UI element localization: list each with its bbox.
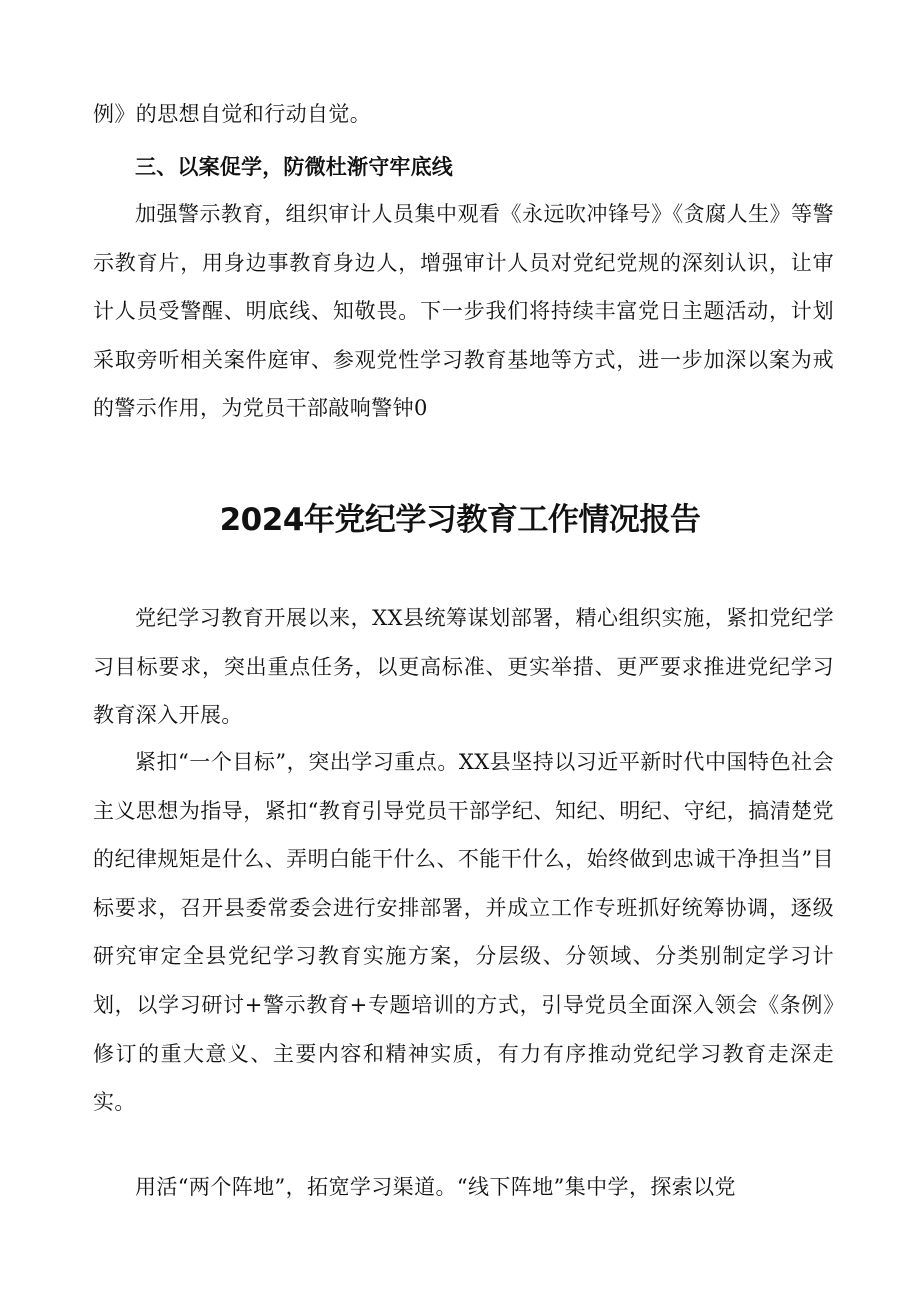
paragraph-one-goal: 紧扣“一个目标”，突出学习重点。XX县坚持以习近平新时代中国特色社会主义思想为指导，紧扣“教育引导党员干部学纪、知纪、明纪、守纪，搞清楚党的纪律规矩是什么、弄明白能干什么、不能干什么，始终做到忠诚干净担当”目标要求，召开县委常委会进行安排部署，并成立工作专班抓好统筹协调，逐级研究审定全县党纪学习教育实施方案，分层级、分领域、分类别制定学习计划，以学习研讨+警示教育+专题培训的方式，引导党员全面深入领会《条例》修订的重大意义、主要内容和精神实质，有力有序推动党纪学习教育走深走实。: [93, 750, 834, 1115]
report-title: 2024年党纪学习教育工作情况报告: [219, 502, 701, 538]
section-heading: 三、以案促学，防微杜渐守牢底线: [135, 155, 453, 179]
paragraph-intro: 党纪学习教育开展以来，XX县统筹谋划部署，精心组织实施，紧扣党纪学习目标要求，突出重点任务，以更高标准、更实举措、更严要求推进党纪学习教育深入开展。: [93, 606, 834, 728]
paragraph-warning-education: 加强警示教育，组织审计人员集中观看《永远吹冲锋号》《贪腐人生》等警示教育片，用身边事教育身边人，增强审计人员对党纪党规的深刻认识，让审计人员受警醒、明底线、知敬畏。下一步我们将持续丰富党日主题活动，计划采取旁听相关案件庭审、参观党性学习教育基地等方式，进一步加深以案为戒的警示作用，为党员干部敲响警钟0: [93, 202, 834, 421]
continuation-line: 例》的思想自觉和行动自觉。: [93, 102, 372, 126]
paragraph-two-positions: 用活“两个阵地”，拓宽学习渠道。“线下阵地”集中学，探索以党: [135, 1175, 736, 1199]
